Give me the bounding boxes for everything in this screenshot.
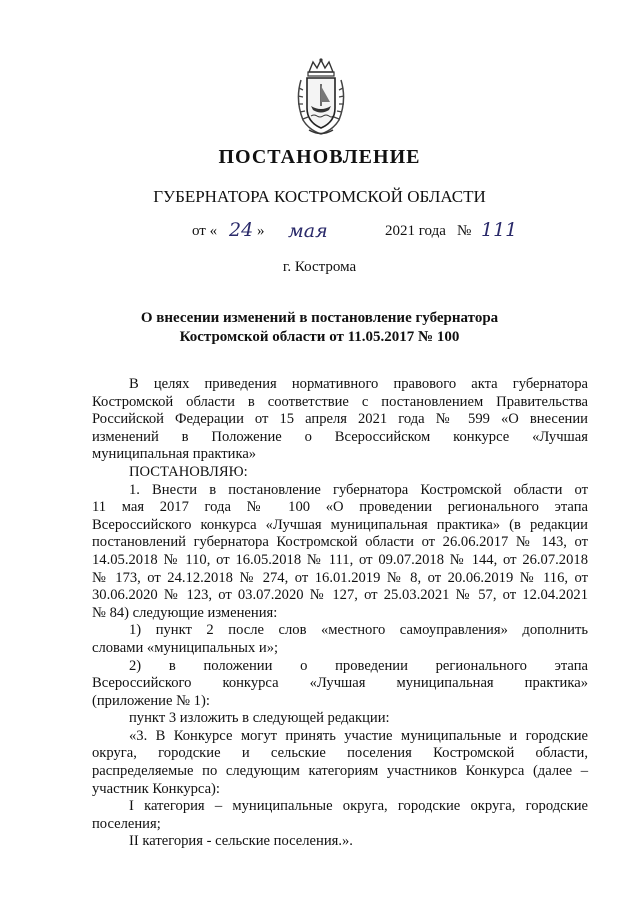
body-line: участник Конкурса): <box>92 780 220 797</box>
body-line: муниципальная практика» <box>92 446 257 463</box>
handwritten-day: 24 <box>229 219 254 241</box>
body-line: округа, городские и сельские поселения Костромской области, <box>92 745 588 762</box>
body-line: Российской Федерации от 15 апреля 2021 года № 599 «О внесении <box>92 411 588 428</box>
body-line: 11 мая 2017 года № 100 «О проведении регионального этапа <box>92 499 588 516</box>
body-line: Всероссийского конкурса «Лучшая муниципальная практика» (в редакции <box>92 516 588 533</box>
body-line: 1. Внести в постановление губернатора Костромской области от <box>129 481 588 498</box>
body-line: II категория - сельские поселения.». <box>129 833 353 850</box>
body-line: Всероссийского конкурса «Лучшая муниципальная практика» <box>92 675 588 692</box>
body-line: 14.05.2018 № 110, от 16.05.2018 № 111, от 09.07.2018 № 144, от 26.07.2018 <box>92 551 588 568</box>
body-line: словами «муниципальных и»; <box>92 639 279 656</box>
body-line: распределяемые по следующим категориям участников Конкурса (далее – <box>92 763 588 780</box>
body-line: № 173, от 24.12.2018 № 274, от 16.01.2019 № 8, от 20.06.2019 № 116, от <box>92 569 588 586</box>
body-line: Костромской области в соответствие с постановлением Правительства <box>92 393 588 410</box>
coat-of-arms-emblem <box>293 58 349 138</box>
city-name: г. Кострома <box>282 259 357 275</box>
document-subject <box>0 309 639 347</box>
decree-word: ПОСТАНОВЛЯЮ: <box>129 463 248 480</box>
body-line: «3. В Конкурсе могут принять участие муниципальные и городские <box>129 727 588 744</box>
number-sign: № <box>457 223 472 239</box>
issuing-authority: ГУБЕРНАТОРА КОСТРОМСКОЙ ОБЛАСТИ <box>153 187 486 206</box>
body-line: № 84) следующие изменения: <box>92 604 278 621</box>
document-body <box>92 376 588 851</box>
year-text: 2021 года <box>385 223 446 239</box>
subject-line-1: О внесении изменений в постановление губернатора <box>140 310 499 326</box>
handwritten-month: мая <box>288 220 328 242</box>
date-prefix: от « <box>192 223 218 239</box>
body-line: (приложение № 1): <box>92 692 210 709</box>
body-line: I категория – муниципальные округа, городские округа, городские <box>129 798 588 815</box>
body-line: В целях приведения нормативного правового акта губернатора <box>129 376 588 392</box>
body-line: 30.06.2020 № 123, от 03.07.2020 № 127, от 25.03.2021 № 57, от 12.04.2021 <box>92 587 588 604</box>
body-line: поселения; <box>92 815 161 832</box>
body-line: изменений в Положение о Всероссийском конкурсе «Лучшая <box>92 428 588 445</box>
document-title: ПОСТАНОВЛЕНИЕ <box>218 146 421 168</box>
body-line: 1) пункт 2 после слов «местного самоуправления» дополнить <box>129 622 588 639</box>
body-line: 2) в положении о проведении регионального этапа <box>129 657 588 674</box>
body-line: пункт 3 изложить в следующей редакции: <box>129 710 390 727</box>
body-line: постановлений губернатора Костромской области от 26.06.2017 № 143, от <box>92 534 588 551</box>
subject-line-2: Костромской области от 11.05.2017 № 100 <box>179 329 460 345</box>
date-quote-close: » <box>257 223 265 239</box>
handwritten-number: 111 <box>481 219 518 241</box>
